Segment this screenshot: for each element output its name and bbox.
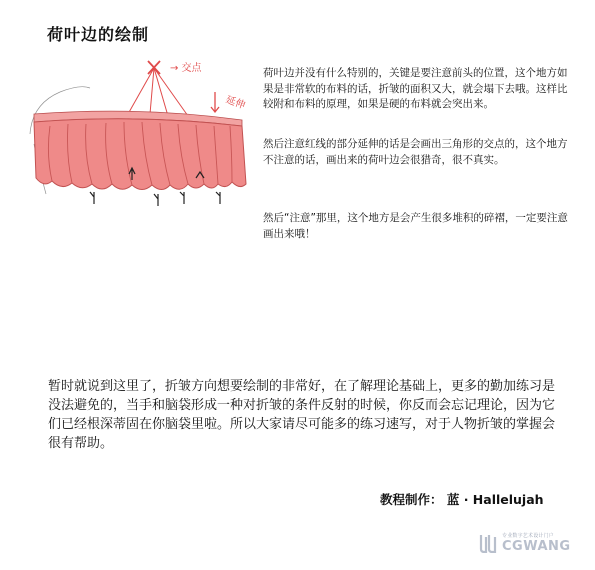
down-arrow-icon	[211, 92, 219, 112]
logo-wordmark: CGWANG	[502, 539, 571, 554]
paragraph-attention: 然后“注意”那里，这个地方是会产生很多堆积的碎褶，一定要注意画出来哦！	[263, 212, 568, 240]
tutorial-credit: 教程制作： 蓝 · Hallelujah	[380, 492, 544, 507]
logo-tagline: 专业数字艺术设计门户	[502, 533, 555, 539]
label-extend: 延伸	[223, 94, 247, 112]
convergence-lines	[128, 68, 188, 116]
ruffle-illustration	[20, 44, 258, 214]
cgwang-logo	[478, 530, 578, 556]
paragraph-fold-position: 荷叶边并没有什么特别的，关键是要注意前头的位置，这个地方如果是非常软的布料的话，折皱的面积又大，就会塌下去哦。这样比较附和布料的原理，如果是硬的布料就会突出来。	[263, 67, 568, 110]
cgwang-logo-icon	[478, 533, 498, 553]
paragraph-red-lines: 然后注意红线的部分延伸的话是会画出三角形的交点的，这个地方不注意的话，画出来的荷叶边会很猎奇，很不真实。	[263, 138, 568, 166]
label-intersection: → 交点	[170, 63, 202, 74]
summary-paragraph: 暂时就说到这里了，折皱方向想要绘制的非常好，在了解理论基础上，更多的勤加练习是没法避免的，当手和脑袋形成一种对折皱的条件反射的时候，你反而会忘记理论，因为它们已经根深蒂固在你脑袋里啦。所以大家请尽可能多的练习速写，对于人物折皱的掌握会很有帮助。	[48, 379, 556, 451]
page-title: 荷叶边的绘制	[47, 25, 150, 44]
